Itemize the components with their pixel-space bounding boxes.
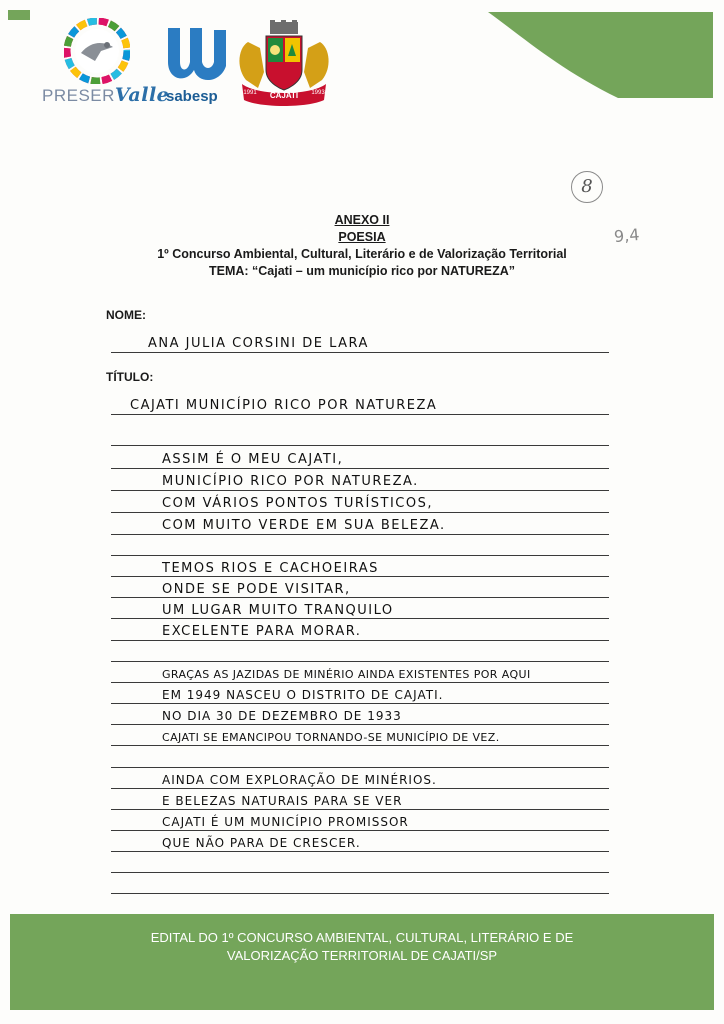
poem-line: COM VÁRIOS PONTOS TURÍSTICOS, (162, 496, 433, 511)
name-value: ANA JULIA CORSINI DE LARA (148, 336, 369, 351)
name-label: NOME: (106, 308, 146, 322)
ruled-line (111, 703, 609, 704)
theme-title: TEMA: “Cajati – um município rico por NATUREZA” (208, 264, 516, 278)
ruled-line (111, 576, 609, 577)
poem-line: CAJATI É UM MUNICÍPIO PROMISSOR (162, 815, 409, 829)
title-value: CAJATI MUNICÍPIO RICO POR NATUREZA (130, 398, 438, 413)
ruled-line (111, 872, 609, 873)
ruled-line (111, 809, 609, 810)
score-annotation: 9,4 (613, 224, 641, 247)
ruled-line (111, 788, 609, 789)
sabesp-wordmark: sabesp (166, 88, 218, 105)
ruled-line (111, 724, 609, 725)
annex-title: ANEXO II (334, 213, 390, 227)
ruled-line (111, 830, 609, 831)
ruled-line (111, 555, 609, 556)
poem-line: ONDE SE PODE VISITAR, (162, 582, 351, 597)
ruled-line (111, 490, 609, 491)
sdg-wheel-icon (64, 18, 130, 84)
footer-line-2: VALORIZAÇÃO TERRITORIAL DE CAJATI/SP (226, 948, 498, 963)
ruled-line (111, 661, 609, 662)
ruled-line (111, 893, 609, 894)
cajati-coat-of-arms (228, 18, 340, 110)
ruled-line (111, 512, 609, 513)
title-label: TÍTULO: (106, 370, 154, 384)
poem-line: EM 1949 NASCEU O DISTRITO DE CAJATI. (162, 688, 444, 702)
coat-year-left: 1991 (243, 90, 257, 96)
poem-line: MUNICÍPIO RICO POR NATUREZA. (162, 474, 419, 489)
preservalle-wordmark: PRESERValle (42, 84, 170, 106)
poem-line: COM MUITO VERDE EM SUA BELEZA. (162, 518, 446, 533)
ruled-line (111, 468, 609, 469)
preservalle-logo (38, 18, 170, 110)
ruled-line (111, 597, 609, 598)
poem-line: E BELEZAS NATURAIS PARA SE VER (162, 794, 403, 808)
ruled-line (111, 767, 609, 768)
poem-line: NO DIA 30 DE DEZEMBRO DE 1933 (162, 709, 402, 723)
footer-line-1: EDITAL DO 1º CONCURSO AMBIENTAL, CULTURAL, LITERÁRIO E DE (150, 930, 574, 945)
poem-line: ASSIM É O MEU CAJATI, (162, 452, 344, 467)
name-rule (111, 352, 609, 353)
poem-line: CAJATI SE EMANCIPOU TORNANDO-SE MUNICÍPIO DE VEZ. (162, 731, 500, 744)
ruled-line (111, 851, 609, 852)
ruled-line (111, 682, 609, 683)
ruled-line (111, 445, 609, 446)
coat-year-right: 1993 (311, 90, 325, 96)
title-rule (111, 414, 609, 415)
partner-logos (38, 18, 358, 110)
document-header (100, 212, 624, 280)
ruled-line (111, 534, 609, 535)
poem-line: EXCELENTE PARA MORAR. (162, 624, 362, 639)
contest-title: 1º Concurso Ambiental, Cultural, Literário e de Valorização Territorial (157, 247, 567, 261)
page-number-annotation: 8 (571, 171, 603, 203)
coat-name-label: CAJATI (269, 91, 299, 100)
ruled-line (111, 745, 609, 746)
poem-line: QUE NÃO PARA DE CRESCER. (162, 836, 361, 850)
poem-line: TEMOS RIOS E CACHOEIRAS (162, 561, 379, 576)
poem-line: GRAÇAS AS JAZIDAS DE MINÉRIO AINDA EXISTENTES POR AQUI (162, 668, 531, 681)
poem-line: AINDA COM EXPLORAÇÃO DE MINÉRIOS. (162, 773, 437, 787)
ruled-line (111, 618, 609, 619)
ruled-line (111, 640, 609, 641)
footer-banner (10, 914, 714, 1010)
category-title: POESIA (338, 230, 386, 244)
poem-line: UM LUGAR MUITO TRANQUILO (162, 603, 394, 618)
